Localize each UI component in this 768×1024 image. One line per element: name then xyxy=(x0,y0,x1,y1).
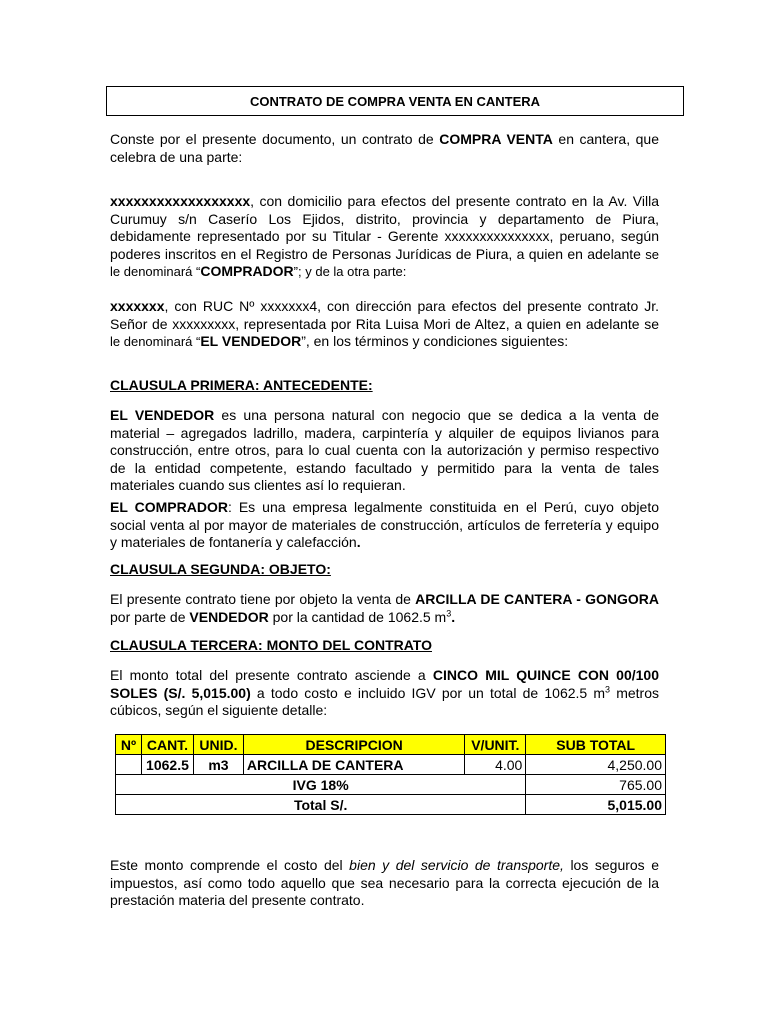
monto-text-end: metros cúbicos, según el siguiente detalle: xyxy=(110,684,660,718)
clausula-primera-p2 xyxy=(110,499,659,552)
table-header-row xyxy=(116,735,666,755)
monto-amount: CINCO MIL QUINCE CON 00/100 SOLES (S/. 5,015.00) xyxy=(110,667,659,701)
objeto-material: ARCILLA DE CANTERA - GONGORA xyxy=(415,591,659,607)
header-cell-descripcion: DESCRIPCION xyxy=(243,735,464,755)
vendedor-description: es una persona natural con negocio que se dedica a la venta de material – agregados ladrillo, madera, carpintería y alquiler de equipos livianos para construcción, entre otros, para lo cual cuenta con la autorización y permiso respectivo de la entidad competente, estando facultado y permitido para la venta de tales materiales cuando sus clientes así lo requieran. xyxy=(110,407,660,493)
objeto-vendedor: VENDEDOR xyxy=(189,608,269,625)
contract-title xyxy=(106,86,684,116)
header-cell-n: Nº xyxy=(116,735,142,755)
buyer-text: , con domicilio para efectos del presente contrato en la Av. Villa Curumuy s/n Caserío Los Ejidos, distrito, provincia y departamento de Piura, debidamente representado por su Titular - Gerente xxxxxxxxxxxxxxx, peruano, según poderes inscritos en el Registro de Personas Jurídicas de Piura, a quien en adelante xyxy=(110,193,659,262)
igv-label: IVG 18% xyxy=(116,775,526,795)
total-value: 5,015.00 xyxy=(526,795,666,815)
closing-text-end: los seguros e impuestos, así como todo aquello que sea necesario para la correcta ejecución de la prestación materia del presente contrato. xyxy=(110,857,659,908)
cell-unid: m3 xyxy=(193,755,243,775)
monto-text: El monto total del presente contrato asciende a xyxy=(110,667,433,683)
monto-text-2: a todo costo e incluido IGV por un total de 1062.5 m xyxy=(250,684,606,701)
header-cell-unid: UNID. xyxy=(193,735,243,755)
closing-italic: bien y del servicio de transporte, xyxy=(349,857,564,873)
comprador-period: . xyxy=(356,534,361,550)
objeto-text: El presente contrato tiene por objeto la venta de xyxy=(110,591,416,607)
clausula-primera-heading: CLAUSULA PRIMERA: ANTECEDENTE: xyxy=(110,377,373,393)
intro-text-end: en cantera, que celebra de una parte: xyxy=(110,131,660,165)
buyer-paragraph xyxy=(110,193,659,281)
objeto-text-2: por parte de xyxy=(110,608,190,625)
buyer-denomination: se le denominará “ xyxy=(110,246,659,279)
cell-cant: 1062.5 xyxy=(141,755,193,775)
clausula-tercera-heading: CLAUSULA TERCERA: MONTO DEL CONTRATO xyxy=(110,637,432,653)
seller-text: , con RUC Nº xxxxxxx4, con dirección para efectos del presente contrato Jr. Señor de xxxxxxxxx, representada por Rita Luisa Mori de Altez, a quien en adelante se xyxy=(110,298,659,332)
total-label: Total S/. xyxy=(116,795,526,815)
header-cell-cant: CANT. xyxy=(141,735,193,755)
igv-row xyxy=(116,775,666,795)
seller-text-end: ”, en los términos y condiciones siguientes: xyxy=(301,333,569,349)
cell-subtotal: 4,250.00 xyxy=(526,755,666,775)
cell-desc: ARCILLA DE CANTERA xyxy=(243,755,464,775)
seller-role: EL VENDEDOR xyxy=(200,333,302,349)
closing-paragraph xyxy=(110,857,659,910)
buyer-name: xxxxxxxxxxxxxxxxxx xyxy=(110,193,251,209)
clausula-segunda-paragraph xyxy=(110,591,659,626)
vendedor-label: EL VENDEDOR xyxy=(110,407,215,423)
intro-text: Conste por el presente documento, un contrato de xyxy=(110,131,440,147)
buyer-role: COMPRADOR xyxy=(200,263,294,279)
total-row xyxy=(116,795,666,815)
clausula-segunda-heading: CLAUSULA SEGUNDA: OBJETO: xyxy=(110,561,331,577)
clausula-primera-p1 xyxy=(110,407,659,495)
detail-table xyxy=(115,734,666,815)
monto-sup: 3 xyxy=(605,683,611,694)
intro-paragraph xyxy=(110,131,659,166)
seller-denomination: le denominará “ xyxy=(110,334,201,349)
intro-bold: COMPRA VENTA xyxy=(439,131,553,147)
closing-text: Este monto comprende el costo del xyxy=(110,857,350,873)
objeto-period: . xyxy=(451,608,456,625)
contract-title-text: CONTRATO DE COMPRA VENTA EN CANTERA xyxy=(249,93,541,109)
buyer-text-end: ”; y de la otra parte: xyxy=(293,264,407,279)
comprador-label: EL COMPRADOR xyxy=(110,499,228,515)
header-cell-subtotal: SUB TOTAL xyxy=(526,735,666,755)
clausula-tercera-paragraph xyxy=(110,667,659,720)
cell-vunit: 4.00 xyxy=(465,755,526,775)
comprador-description: : Es una empresa legalmente constituida en el Perú, cuyo objeto social venta al por mayor de materiales de construcción, artículos de ferretería y equipo y materiales de fontanería y calefacción xyxy=(110,499,659,550)
seller-paragraph xyxy=(110,298,659,351)
igv-value: 765.00 xyxy=(526,775,666,795)
objeto-quantity: por la cantidad de 1062.5 m xyxy=(268,608,447,625)
table-row xyxy=(116,755,666,775)
seller-name: xxxxxxx xyxy=(110,298,165,314)
objeto-sup: 3 xyxy=(446,607,452,618)
cell-n xyxy=(116,755,142,775)
header-cell-vunit: V/UNIT. xyxy=(465,735,526,755)
